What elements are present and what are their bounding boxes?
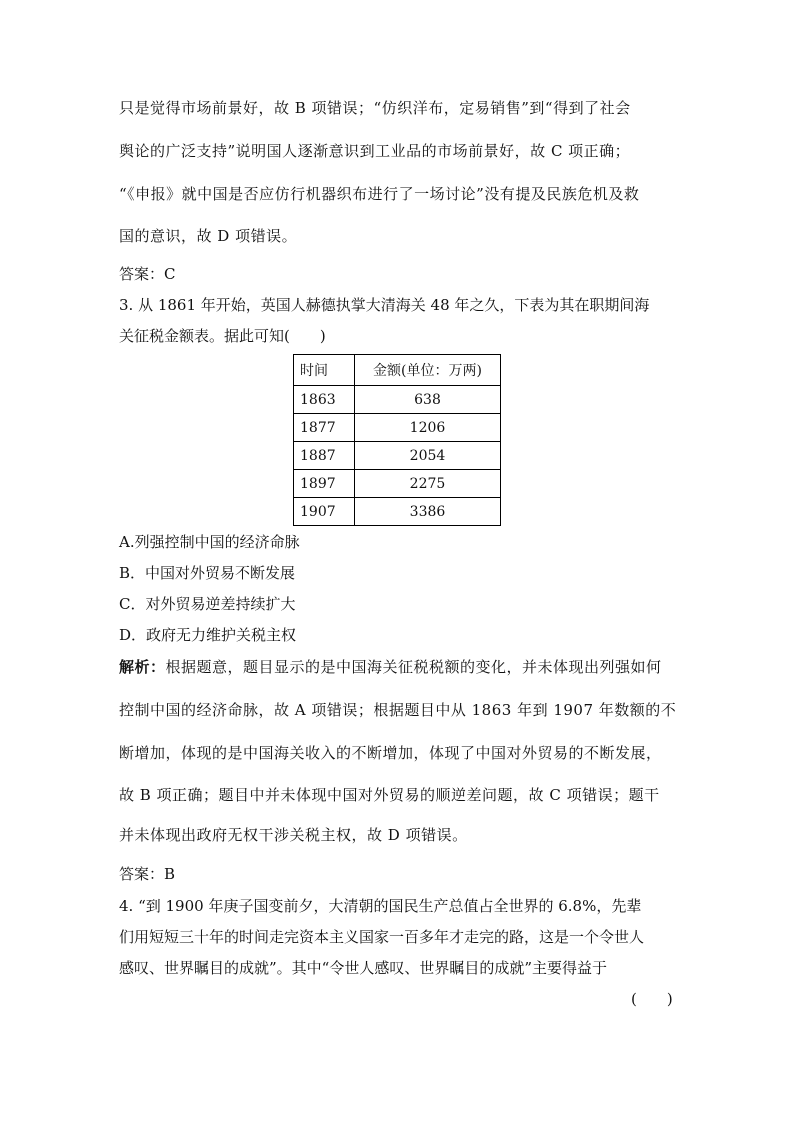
table-cell-year: 1863 <box>294 386 355 414</box>
option-a: A.列强控制中国的经济命脉 <box>119 533 300 551</box>
table-cell-amount: 1206 <box>355 414 501 442</box>
table-cell-year: 1887 <box>294 442 355 470</box>
analysis-paragraph-line-5: 并未体现出政府无权干涉关税主权，故 D 项错误。 <box>119 826 468 844</box>
table-header-amount: 金额(单位：万两) <box>355 355 501 386</box>
table-cell-year: 1907 <box>294 498 355 526</box>
table-cell-amount: 638 <box>355 386 501 414</box>
analysis-label: 解析： <box>119 658 166 676</box>
table-cell-amount: 2054 <box>355 442 501 470</box>
analysis-paragraph-line-2: 控制中国的经济命脉，故 A 项错误；根据题目中从 1863 年到 1907 年数额的不 <box>119 701 677 719</box>
question-4-line-3: 感叹、世界瞩目的成就”。其中“令世人感叹、世界瞩目的成就”主要得益于 <box>119 959 608 977</box>
question-4-line-1: 4. “到 1900 年庚子国变前夕，大清朝的国民生产总值占全世界的 6.8%，先辈 <box>119 897 642 915</box>
analysis-paragraph-line-4: 故 B 项正确；题目中并未体现中国对外贸易的顺逆差问题，故 C 项错误；题干 <box>119 786 660 804</box>
analysis-paragraph-line-1 <box>119 657 662 677</box>
option-d: D．政府无力维护关税主权 <box>119 626 297 644</box>
table-header-time: 时间 <box>294 355 355 386</box>
analysis-line-2: 舆论的广泛支持”说明国人逐渐意识到工业品的市场前景好，故 C 项正确； <box>119 142 631 160</box>
analysis-text-1: 根据题意，题目显示的是中国海关征税税额的变化，并未体现出列强如何 <box>165 658 662 676</box>
answer-blank-parentheses: ( ) <box>631 990 673 1008</box>
table-cell-year: 1877 <box>294 414 355 442</box>
question-3-stem-line-1: 3. 从 1861 年开始，英国人赫德执掌大清海关 48 年之久，下表为其在职期间海 <box>119 296 650 314</box>
analysis-line-3: “《申报》就中国是否应仿行机器织布进行了一场讨论”没有提及民族危机及救 <box>119 185 640 203</box>
customs-tax-table <box>293 354 501 526</box>
table-row <box>294 470 501 498</box>
table-row <box>294 498 501 526</box>
answer-previous: 答案：C <box>119 265 176 283</box>
table-row <box>294 442 501 470</box>
table-row <box>294 386 501 414</box>
answer-question-3: 答案：B <box>119 865 176 883</box>
table-cell-amount: 2275 <box>355 470 501 498</box>
analysis-paragraph-line-3: 断增加，体现的是中国海关收入的不断增加，体现了中国对外贸易的不断发展， <box>119 744 662 762</box>
table-row <box>294 414 501 442</box>
table-cell-year: 1897 <box>294 470 355 498</box>
option-b: B．中国对外贸易不断发展 <box>119 564 296 582</box>
question-3-stem-line-2: 关征税金额表。据此可知( ) <box>119 327 326 345</box>
question-4-line-2: 们用短短三十年的时间走完资本主义国家一百多年才走完的路，这是一个令世人 <box>119 928 645 946</box>
table-header-row <box>294 355 501 386</box>
option-c: C．对外贸易逆差持续扩大 <box>119 595 296 613</box>
table-cell-amount: 3386 <box>355 498 501 526</box>
analysis-line-1: 只是觉得市场前景好，故 B 项错误；“仿织洋布，定易销售”到“得到了社会 <box>119 99 631 117</box>
analysis-line-4: 国的意识，故 D 项错误。 <box>119 227 298 245</box>
